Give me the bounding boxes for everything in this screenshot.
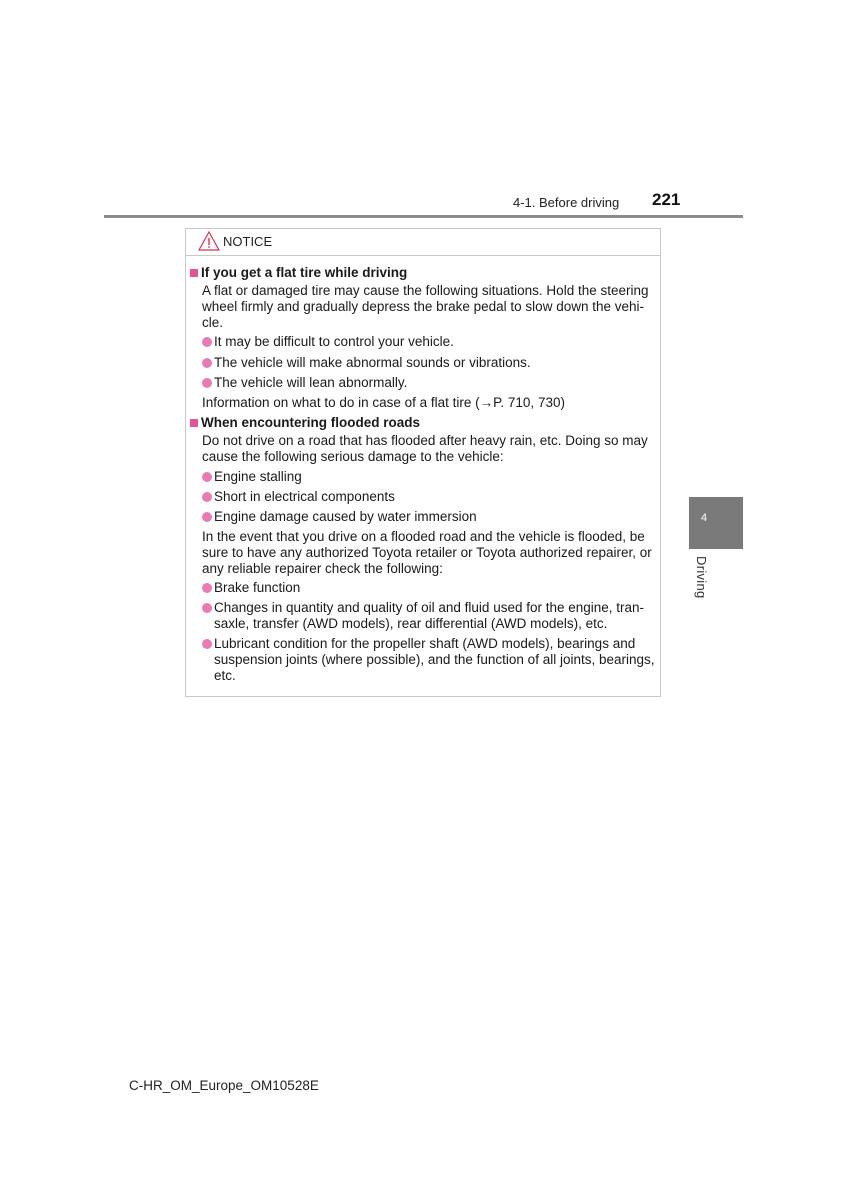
flat-tire-intro-line-3: cle. — [202, 315, 224, 330]
notice-header — [186, 229, 660, 256]
check-bullet-line: etc. — [214, 668, 236, 683]
flat-tire-reference: Information on what to do in case of a flat tire (→P. 710, 730) — [202, 395, 565, 410]
warning-icon — [198, 231, 220, 256]
check-bullet: Brake function — [214, 580, 301, 595]
bullet-icon — [202, 603, 212, 613]
flat-tire-intro-line-1: A flat or damaged tire may cause the following situations. Hold the steering — [202, 283, 649, 298]
chapter-number: 4 — [701, 512, 708, 524]
bullet-icon — [202, 337, 212, 347]
flooded-event-line-2: sure to have any authorized Toyota retailer or Toyota authorized repairer, or — [202, 545, 652, 560]
flat-tire-bullet: The vehicle will make abnormal sounds or vibrations. — [214, 355, 531, 370]
chapter-tab — [689, 497, 743, 549]
flooded-event-line-1: In the event that you drive on a flooded road and the vehicle is flooded, be — [202, 529, 645, 544]
section-square-icon — [190, 269, 198, 277]
document-id: C-HR_OM_Europe_OM10528E — [129, 1078, 319, 1093]
flat-tire-bullet: The vehicle will lean abnormally. — [214, 375, 408, 390]
notice-title: NOTICE — [223, 234, 273, 249]
flat-tire-intro-line-2: wheel firmly and gradually depress the brake pedal to slow down the vehi- — [202, 299, 644, 314]
bullet-icon — [202, 378, 212, 388]
check-bullet-line: saxle, transfer (AWD models), rear differential (AWD models), etc. — [214, 616, 608, 631]
check-bullet-line: suspension joints (where possible), and the function of all joints, bearings, — [214, 652, 655, 667]
flooded-event-line-3: any reliable repairer check the following: — [202, 561, 443, 576]
flat-tire-heading: If you get a flat tire while driving — [190, 265, 407, 281]
bullet-icon — [202, 472, 212, 482]
flooded-bullet: Engine stalling — [214, 469, 302, 484]
chapter-label: Driving — [694, 556, 709, 599]
bullet-icon — [202, 639, 212, 649]
bullet-icon — [202, 512, 212, 522]
flooded-bullet: Engine damage caused by water immersion — [214, 509, 477, 524]
flat-tire-bullet: It may be difficult to control your vehicle. — [214, 334, 454, 349]
section-title: 4-1. Before driving — [513, 195, 620, 210]
bullet-icon — [202, 583, 212, 593]
flooded-intro-line-1: Do not drive on a road that has flooded after heavy rain, etc. Doing so may — [202, 433, 648, 448]
page-number: 221 — [652, 190, 681, 209]
bullet-icon — [202, 358, 212, 368]
bullet-icon — [202, 492, 212, 502]
check-bullet-line: Lubricant condition for the propeller shaft (AWD models), bearings and — [214, 636, 636, 651]
header-divider — [104, 215, 743, 218]
section-square-icon — [190, 419, 198, 427]
check-bullet-line: Changes in quantity and quality of oil and fluid used for the engine, tran- — [214, 600, 645, 615]
flooded-intro-line-2: cause the following serious damage to the vehicle: — [202, 449, 504, 464]
flooded-heading: When encountering flooded roads — [190, 415, 420, 431]
flooded-bullet: Short in electrical components — [214, 489, 395, 504]
